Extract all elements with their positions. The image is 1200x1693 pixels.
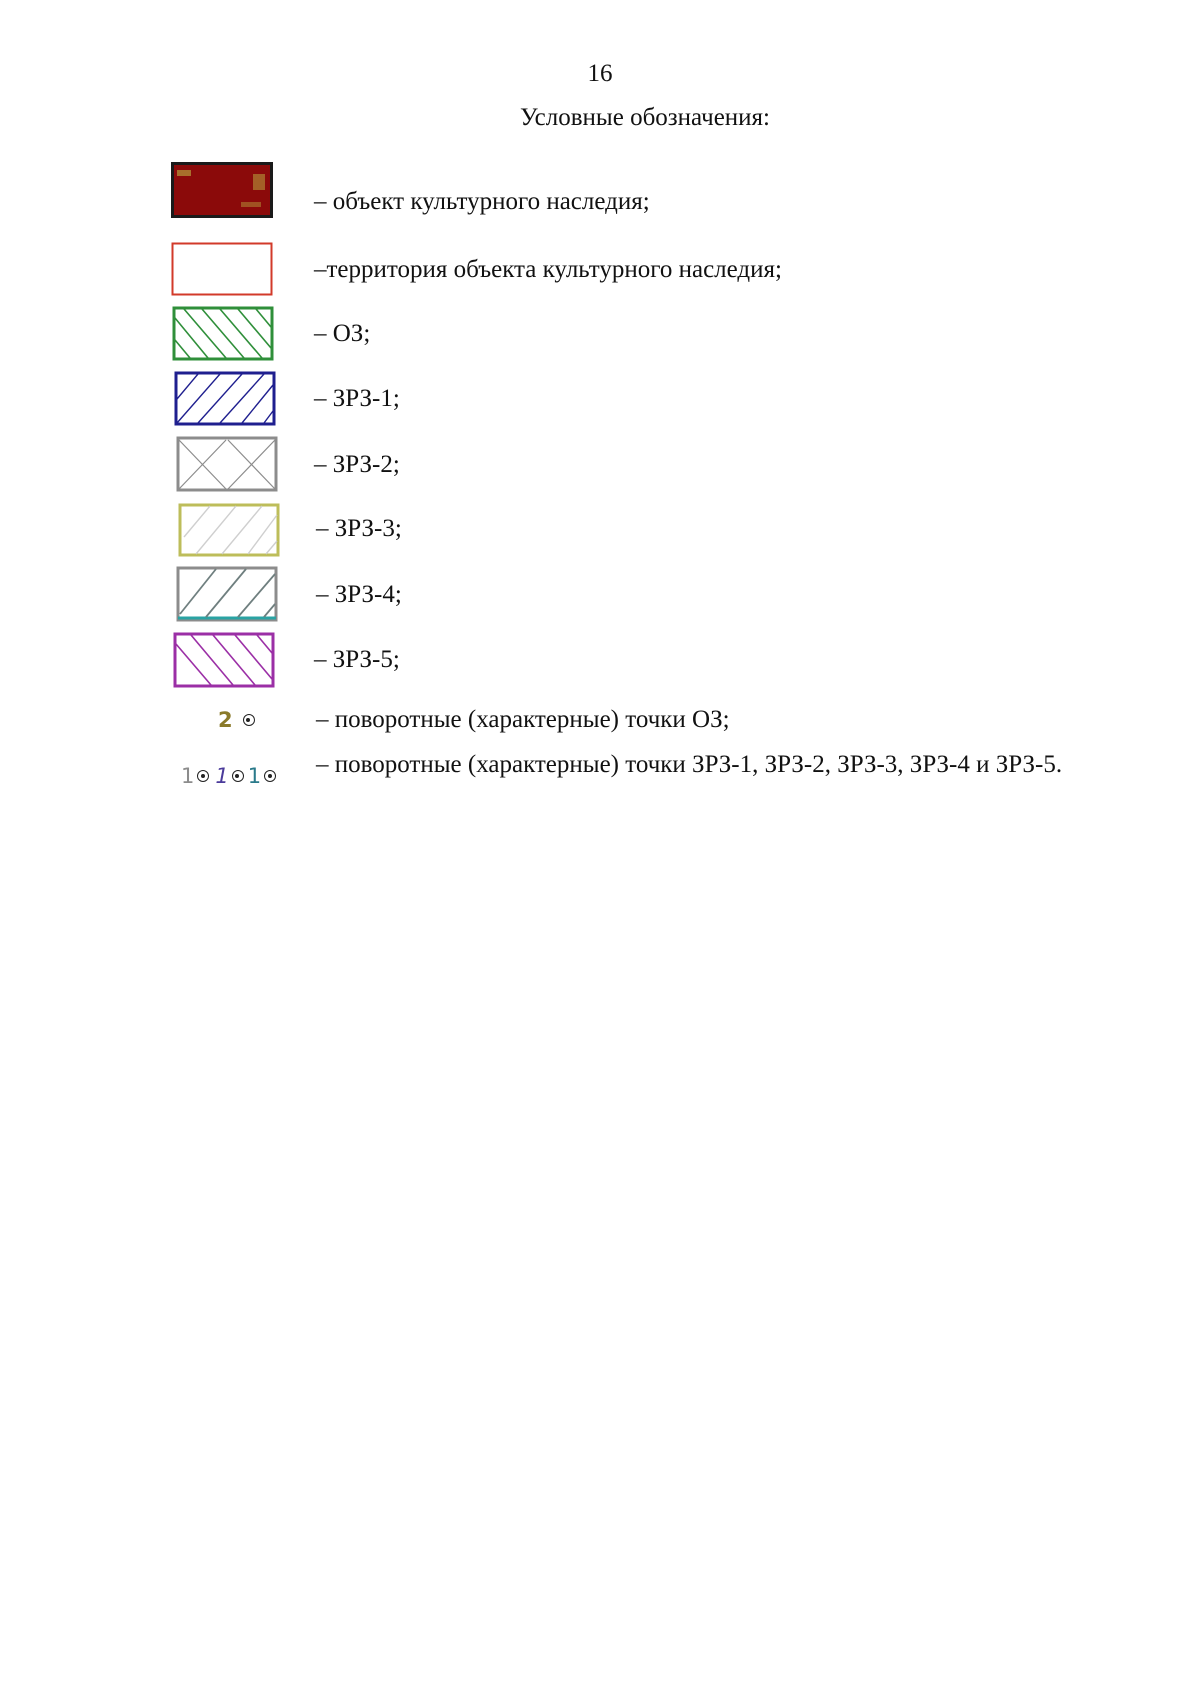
hatch-backslash-icon (173, 632, 275, 688)
hatch-slash-icon (174, 371, 276, 426)
point-dot-icon (264, 770, 276, 782)
legend-label: – ЗРЗ-2; (314, 451, 400, 478)
page-number: 16 (587, 60, 613, 87)
filled-rect-icon (171, 162, 273, 218)
outline-rect-icon (171, 242, 273, 296)
legend-label: –территория объекта культурного наследия; (314, 256, 782, 283)
turning-point-marker (218, 708, 255, 732)
legend-label: – ОЗ; (314, 320, 371, 347)
point-number: 1 (215, 764, 229, 788)
legend-label: – ЗРЗ-5; (314, 646, 400, 673)
legend-label: – объект культурного наследия; (314, 188, 650, 215)
legend-label: – ЗРЗ-3; (316, 515, 402, 542)
hatch-cross-icon (176, 436, 278, 492)
hatch-backslash-icon (172, 306, 274, 361)
legend-title: Условные обозначения: (519, 104, 771, 131)
legend-label: – поворотные (характерные) точки ОЗ; (316, 706, 730, 733)
point-dot-icon (197, 770, 209, 782)
point-number: 1 (181, 764, 195, 788)
turning-point-marker (181, 764, 276, 788)
hatch-slash-light-icon (178, 503, 280, 557)
point-dot-icon (243, 714, 255, 726)
hatch-slash-icon (176, 566, 278, 622)
point-number: 1 (247, 764, 262, 788)
point-dot-icon (232, 770, 244, 782)
legend-label: – поворотные (характерные) точки ЗРЗ-1, ЗРЗ-2, ЗРЗ-3, ЗРЗ-4 и ЗРЗ-5. (316, 751, 1063, 778)
legend-label: – ЗРЗ-1; (314, 385, 400, 412)
legend-label: – ЗРЗ-4; (316, 581, 402, 608)
point-number: 2 (218, 708, 233, 732)
